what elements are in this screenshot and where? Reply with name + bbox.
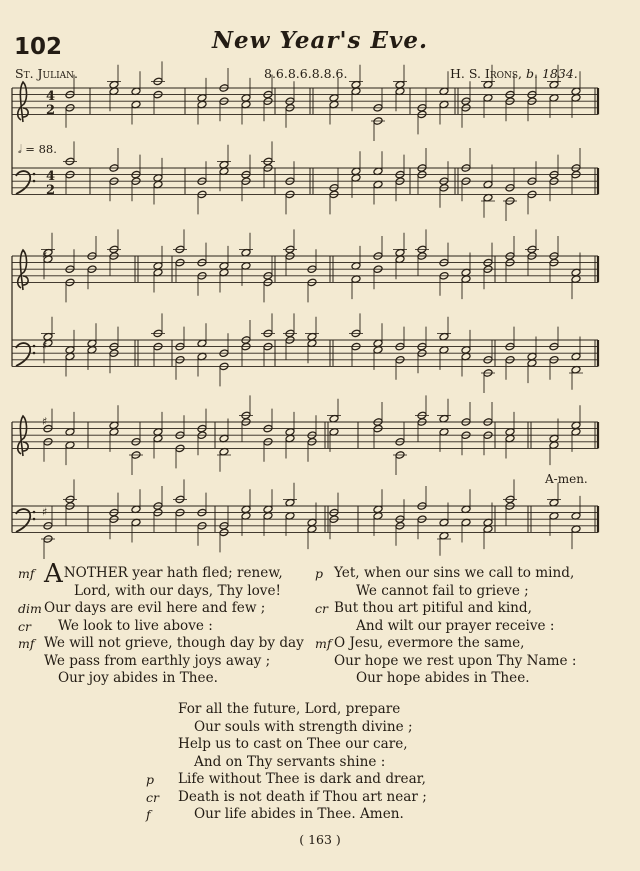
dynamic-mark: dim — [18, 601, 42, 616]
drop-cap: A — [44, 559, 63, 589]
verse-text: Life without Thee is dark and drear, — [178, 771, 426, 787]
time-signature: 2 — [46, 183, 56, 198]
verse-text: Our life abides in Thee. Amen. — [194, 806, 404, 822]
bass-clef-dot — [33, 518, 36, 521]
verse-text: We pass from earthly joys away ; — [44, 652, 271, 669]
verse-line — [14, 559, 314, 589]
verse-line — [312, 600, 632, 618]
verse-text: We cannot fail to grieve ; — [356, 582, 529, 599]
composer-name: H. S. Irons, — [450, 66, 523, 81]
verse-text: We will not grieve, though day by day — [44, 635, 304, 651]
verse-line — [14, 653, 314, 671]
verse-line — [312, 583, 632, 601]
tempo-marking: 𝅗𝅥 = 88. — [18, 142, 57, 156]
sharp-sign: ♯ — [42, 505, 48, 519]
verse-text: And on Thy servants shine : — [194, 753, 386, 770]
hymn-number: 102 — [14, 34, 63, 60]
verse-text: Our joy abides in Thee. — [58, 670, 218, 686]
bass-clef-dot — [33, 173, 36, 176]
verse-text: Help us to cast on Thee our care, — [178, 736, 408, 752]
verse-1 — [14, 559, 314, 688]
verse-text: Our hope we rest upon Thy Name : — [334, 652, 577, 669]
sharp-sign: ♯ — [42, 415, 48, 428]
bass-clef-dot — [33, 345, 36, 348]
dynamic-mark: cr — [146, 789, 159, 805]
time-signature: 4 — [46, 169, 56, 184]
dynamic-mark: mf — [18, 566, 35, 581]
verse-text: We look to live above : — [58, 617, 213, 634]
verse-line — [312, 670, 632, 688]
verse-text: And wilt our prayer receive : — [356, 617, 555, 634]
verse-line — [150, 736, 470, 754]
verse-text: Our hope abides in Thee. — [356, 670, 530, 686]
dynamic-mark: cr — [315, 601, 328, 616]
time-signature: 2 — [46, 103, 56, 118]
sharp-sign: ♯ — [42, 249, 48, 262]
verse-text: Lord, with our days, Thy love! — [74, 582, 281, 599]
verse-line — [14, 670, 314, 688]
verse-line — [312, 565, 632, 583]
verse-text: Our days are evil here and few ; — [44, 600, 266, 616]
verse-line — [14, 600, 314, 618]
verse-text: For all the future, Lord, prepare — [178, 701, 401, 717]
verse-2 — [312, 565, 632, 688]
bass-clef-dot — [33, 511, 36, 514]
verse-text: Death is not death if Thou art near ; — [178, 788, 427, 805]
page-number: ( 163 ) — [299, 832, 341, 847]
verse-line — [150, 719, 470, 737]
amen-label: A-men. — [545, 472, 588, 486]
dynamic-mark: mf — [315, 636, 332, 651]
tune-name: St. Julian. — [15, 66, 78, 81]
verse-line — [146, 806, 470, 824]
verse-line — [14, 618, 314, 636]
verse-line — [146, 771, 470, 789]
verse-text: But thou art pitiful and kind, — [334, 600, 532, 616]
meter: 8.6.8.6.8.8.6. — [264, 66, 348, 81]
verse-3 — [146, 701, 470, 824]
verse-line — [312, 653, 632, 671]
verse-line — [312, 635, 632, 653]
dynamic-mark: mf — [18, 636, 35, 651]
dynamic-mark: f — [146, 807, 151, 822]
verse-line — [14, 635, 314, 653]
dynamic-mark: p — [146, 772, 155, 787]
verse-text: Our souls with strength divine ; — [194, 718, 413, 735]
hymn-title: New Year's Eve. — [211, 27, 429, 54]
verse-text: O Jesu, evermore the same, — [334, 635, 525, 651]
verse-line — [150, 754, 470, 772]
dynamic-mark: p — [315, 566, 324, 581]
verse-line — [150, 701, 470, 719]
time-signature: 4 — [46, 89, 56, 104]
verse-text: ANOTHER year hath fled; renew, — [44, 559, 283, 589]
bass-clef-dot — [33, 180, 36, 183]
composer-born: b. 1834. — [526, 66, 578, 81]
verse-line — [14, 583, 314, 601]
sharp-sign: ♯ — [42, 339, 48, 353]
dynamic-mark: cr — [18, 618, 31, 634]
verse-text: Yet, when our sins we call to mind, — [334, 565, 575, 581]
verse-line — [312, 618, 632, 636]
bass-clef-dot — [33, 352, 36, 355]
verse-line — [146, 788, 470, 807]
